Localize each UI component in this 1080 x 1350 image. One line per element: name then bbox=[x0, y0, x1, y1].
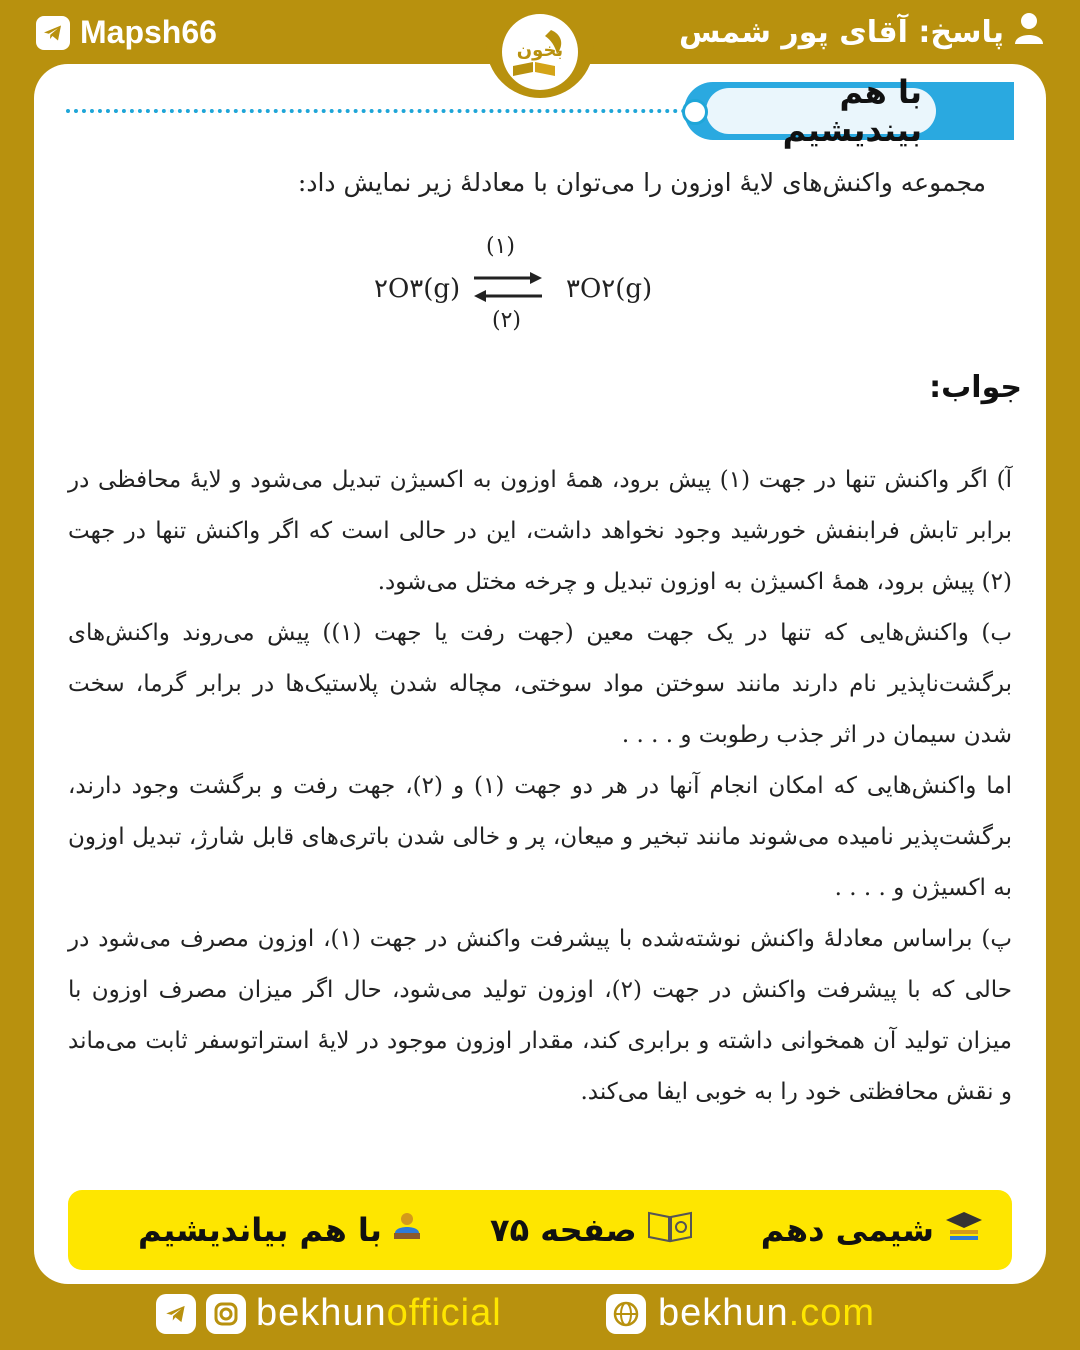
intro-text: مجموعه واکنش‌های لایهٔ اوزون را می‌توان با معادلهٔ زیر نمایش داد: bbox=[297, 168, 986, 197]
equilibrium-arrows-icon bbox=[470, 268, 546, 312]
footer-page-text: صفحه ۷۵ bbox=[490, 1211, 637, 1249]
section-dot bbox=[682, 99, 708, 125]
open-book-icon bbox=[647, 1209, 693, 1251]
graduation-cap-icon bbox=[944, 1210, 984, 1250]
social-handle-link[interactable] bbox=[156, 1292, 502, 1335]
website-suffix: .com bbox=[788, 1292, 876, 1334]
bottom-links bbox=[0, 1290, 1080, 1346]
logo-text: بخون bbox=[516, 40, 564, 61]
website-prefix: bekhun bbox=[658, 1292, 789, 1334]
footer-topic bbox=[138, 1211, 422, 1249]
footer-subject-text: شیمی دهم bbox=[760, 1211, 934, 1249]
user-icon bbox=[1014, 12, 1044, 52]
telegram-channel-badge[interactable] bbox=[36, 14, 217, 51]
section-header bbox=[66, 73, 1014, 149]
bekhun-logo bbox=[502, 14, 578, 90]
teacher-icon bbox=[392, 1211, 422, 1249]
answer-credit-text: پاسخ: آقای پور شمس bbox=[678, 14, 1004, 50]
footer-subject bbox=[761, 1210, 984, 1250]
answer-paragraphs bbox=[68, 455, 1012, 1118]
equation-left-side: ۳O۲(g) bbox=[566, 274, 653, 304]
website-link[interactable] bbox=[606, 1292, 875, 1335]
equation-right-side: ۲O۳(g) bbox=[374, 274, 461, 304]
website-text bbox=[658, 1292, 875, 1335]
section-title: با هم بیندیشیم bbox=[706, 88, 936, 134]
section-title-pill bbox=[684, 73, 1014, 149]
social-handle-suffix: official bbox=[386, 1292, 502, 1334]
telegram-icon bbox=[36, 16, 70, 50]
paragraph-c: پ) براساس معادلهٔ واکنش نوشته‌شده با پیشرفت واکنش در جهت (۱)، اوزون مصرف می‌شود در حالی که با پیشرفت واکنش در جهت (۲)، اوزون تولید می‌شود، حال اگر میزان مصرف اوزون با میزان تولید آن همخوانی داشته و برابری کند، مقدار اوزون موجود در لایهٔ استراتوسفر ثابت می‌ماند و نقش محافظتی خود را به خوبی ایفا می‌کند. bbox=[68, 926, 1013, 1105]
paragraph-b: ب) واکنش‌هایی که تنها در یک جهت معین (جهت رفت یا جهت (۱)) پیش می‌روند واکنش‌های برگشت‌ناپذیر نام دارند مانند سوختن مواد سوختی، مچاله شدن پلاستیک‌ها در برابر گرما، سخت شدن سیمان در اثر جذب رطوبت و . . . . bbox=[68, 620, 1012, 748]
dotted-divider bbox=[66, 109, 686, 113]
telegram-icon bbox=[156, 1294, 196, 1334]
footer-topic-text: با هم بیاندیشیم bbox=[138, 1211, 382, 1249]
globe-icon bbox=[606, 1294, 646, 1334]
answer-label: جواب: bbox=[929, 370, 1022, 405]
instagram-icon bbox=[206, 1294, 246, 1334]
reverse-direction-label: (۲) bbox=[492, 308, 521, 333]
social-handle-prefix: bekhun bbox=[256, 1292, 387, 1334]
channel-name: Mapsh66 bbox=[80, 14, 217, 50]
footer-bar bbox=[68, 1190, 1012, 1270]
paragraph-b-continued: اما واکنش‌هایی که امکان انجام آنها در هر دو جهت (۱) و (۲)، جهت رفت و برگشت وجود دارند، برگشت‌پذیر نامیده می‌شوند مانند تبخیر و میعان، پر و خالی شدن باتری‌های قابل شارژ، تبدیل اوزون به اکسیژن و . . . . bbox=[68, 773, 1012, 901]
paragraph-a: آ) اگر واکنش تنها در جهت (۱) پیش برود، همهٔ اوزون به اکسیژن تبدیل می‌شود و لایهٔ محافظی در برابر تابش فرابنفش خورشید وجود نخواهد داشت، این در حالی است که اگر واکنش تنها در جهت (۲) پیش برود، همهٔ اکسیژن به اوزون تبدیل و چرخه مختل می‌شود. bbox=[68, 467, 1012, 595]
chemical-equation bbox=[370, 232, 670, 342]
social-handle-text bbox=[256, 1292, 502, 1335]
answer-credit bbox=[679, 12, 1044, 52]
footer-page bbox=[490, 1209, 693, 1251]
forward-direction-label: (۱) bbox=[486, 234, 515, 259]
